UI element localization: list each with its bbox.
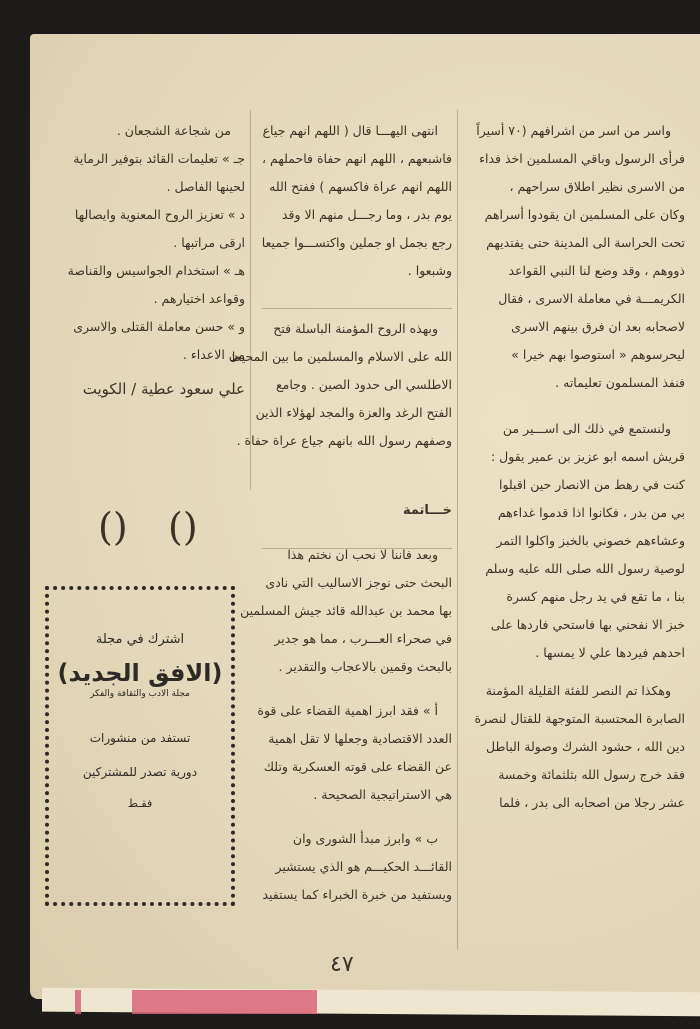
text-line: وصفهم رسول الله بانهم جياع عراة حفاة . [236, 433, 452, 448]
text-line: من الاسرى نظير اطلاق سراحهم ، [509, 179, 685, 194]
page-number: ٤٧ [330, 952, 354, 977]
parentheses-ornament: () [98, 505, 128, 549]
text-line: انتهى اليهـــا قال ( اللهم انهم جياع [262, 123, 438, 138]
text-line: الكريمـــة في معاملة الاسرى ، فقال [498, 291, 685, 306]
text-line: هـ » استخدام الجواسيس والقناصة [67, 263, 245, 278]
text-line: اللهم انهم عراة فاكسهم ) ففتح الله [269, 179, 452, 194]
text-line: واسر من اسر من اشرافهم (٧٠ أسيراً [476, 123, 671, 138]
paragraph [50, 117, 245, 369]
magazine-subtitle: مجلة الادب والثقافة والفكر [90, 689, 190, 699]
paragraph [465, 415, 685, 667]
right-column [465, 117, 685, 817]
text-line: ارقى مراتبها . [173, 235, 245, 250]
text-line: و » حسن معاملة القتلى والاسرى [73, 319, 245, 334]
text-line: دين الله ، حشود الشرك وصولة الباطل [486, 739, 685, 754]
paragraph [262, 825, 452, 909]
text-line: ولنستمع في ذلك الى اســـير من [502, 421, 671, 436]
text-line: فقد خرج رسول الله بثلثمائة وخمسة [498, 767, 685, 782]
text-line: وقواعد اختيارهم . [153, 291, 245, 306]
text-line: تحت الحراسة الى المدينة حتى يفتديهم [486, 235, 685, 250]
text-line: ويستفيد من خبرة الخبراء كما يستفيد [262, 887, 452, 902]
text-line: ذووهم ، وقد وضع لنا النبي القواعد [508, 263, 685, 278]
text-line: فاشبعهم ، اللهم انهم حفاة فاحملهم ، [262, 151, 452, 166]
red-print-strip [132, 990, 317, 1014]
text-line: كنت في رهط من الانصار حين اقبلوا [498, 477, 685, 492]
text-line: لاصحابه بعد ان فرق بينهم الاسرى [511, 319, 685, 334]
text-line: بي من بدر ، فكانوا اذا قدموا غداءهم [497, 505, 685, 520]
paragraph [465, 117, 685, 397]
text-line: الفتح الرغد والعزة والمجد لهؤلاء الذين [255, 405, 452, 420]
text-line: البحث حتى نوجز الاساليب التي نادى [265, 575, 452, 590]
text-line: وعشاءهم خصوني بالخبز واكلوا التمر [496, 533, 685, 548]
paragraph [257, 697, 452, 809]
paragraph [262, 117, 452, 285]
text-line: الله على الاسلام والمسلمين ما بين المحيط [229, 349, 452, 364]
subscription-advert [45, 586, 235, 906]
text-line: جـ » تعليمات القائد بتوفير الرماية [73, 151, 245, 166]
author-signature: علي سعود عطية / الكويت [82, 380, 245, 398]
text-line: د » تعزيز الروح المعنوية وايصالها [74, 207, 245, 222]
text-line: خبز الا نفحني بها فاستحي فاردها على [490, 617, 685, 632]
parentheses-ornament: () [168, 505, 198, 549]
text-line: الاطلسي الى حدود الصين . وجامع [275, 377, 452, 392]
text-line: يوم بدر ، وما رجـــل منهم الا وقد [281, 207, 452, 222]
paragraph [465, 677, 685, 817]
text-line: عن القضاء على قوته العسكرية وتلك [263, 759, 452, 774]
red-print-strip [75, 990, 81, 1014]
text-line: من الاعداء . [182, 347, 245, 362]
text-line: هي الاستراتيجية الصحيحة . [313, 787, 452, 802]
text-line: العدد الاقتصادية وجعلها لا تقل اهمية [268, 731, 452, 746]
text-line: رجع بجمل او جملين واكتســـوا جميعا [261, 235, 452, 250]
text-line: وبهذه الروح المؤمنة الباسلة فتح [273, 321, 438, 336]
text-line: بالبحث وقمين بالاعجاب والتقدير . [278, 659, 452, 674]
paragraph [229, 315, 452, 455]
text-line: فنفذ المسلمون تعليماته . [555, 375, 685, 390]
text-line: القائـــد الحكيـــم هو الذي يستشير [275, 859, 452, 874]
text-line: وبعد فاننا لا نحب ان نختم هذا [287, 547, 438, 562]
text-line: عشر رجلا من اصحابه الى بدر ، فلما [499, 795, 685, 810]
text-line: احدهم فيردها علي لا يمسها . [535, 645, 685, 660]
text-line: لوصية رسول الله صلى الله عليه وسلم [485, 561, 685, 576]
text-line: وكان على المسلمين ان يقودوا أسراهم [484, 207, 685, 222]
magazine-title: (الافق الجديد) [57, 659, 223, 687]
advert-line: تستفد من منشورات [89, 731, 191, 745]
text-line: أ » فقد ابرز اهمية القضاء على قوة [257, 703, 438, 718]
text-line: في صحراء العـــرب ، مما هو جدير [274, 631, 452, 646]
text-line: من شجاعة الشجعان . [116, 123, 231, 138]
column-divider [457, 110, 458, 950]
paragraph [240, 541, 452, 681]
advert-line: فقـط [127, 797, 153, 810]
text-line: وهكذا تم النصر للفئة القليلة المؤمنة [485, 683, 671, 698]
middle-column [229, 117, 452, 909]
section-heading: خـــاتمة [402, 503, 452, 518]
left-column [50, 117, 245, 409]
text-line: قريش اسمه ابو عزيز بن عمير يقول : [490, 449, 685, 464]
advert-line: اشترك في مجلة [95, 632, 185, 647]
text-line: فرأى الرسول وباقي المسلمين اخذ فداء [479, 151, 685, 166]
text-line: لحينها الفاصل . [166, 179, 245, 194]
text-line: بها محمد بن عبدالله قائد جيش المسلمين [240, 603, 452, 618]
advert-line: دورية تصدر للمشتركين [82, 765, 198, 779]
text-line: الصابرة المحتسبة المتوجهة للقتال لنصرة [474, 711, 685, 726]
text-line: ليحرسوهم « استوصوا بهم خيرا » [511, 347, 685, 362]
text-line: وشبعوا . [407, 263, 452, 278]
text-line: بنا ، ما تقع في يد رجل منهم كسرة [506, 589, 685, 604]
text-line: ب » وابرز مبدأ الشورى وان [292, 831, 438, 846]
